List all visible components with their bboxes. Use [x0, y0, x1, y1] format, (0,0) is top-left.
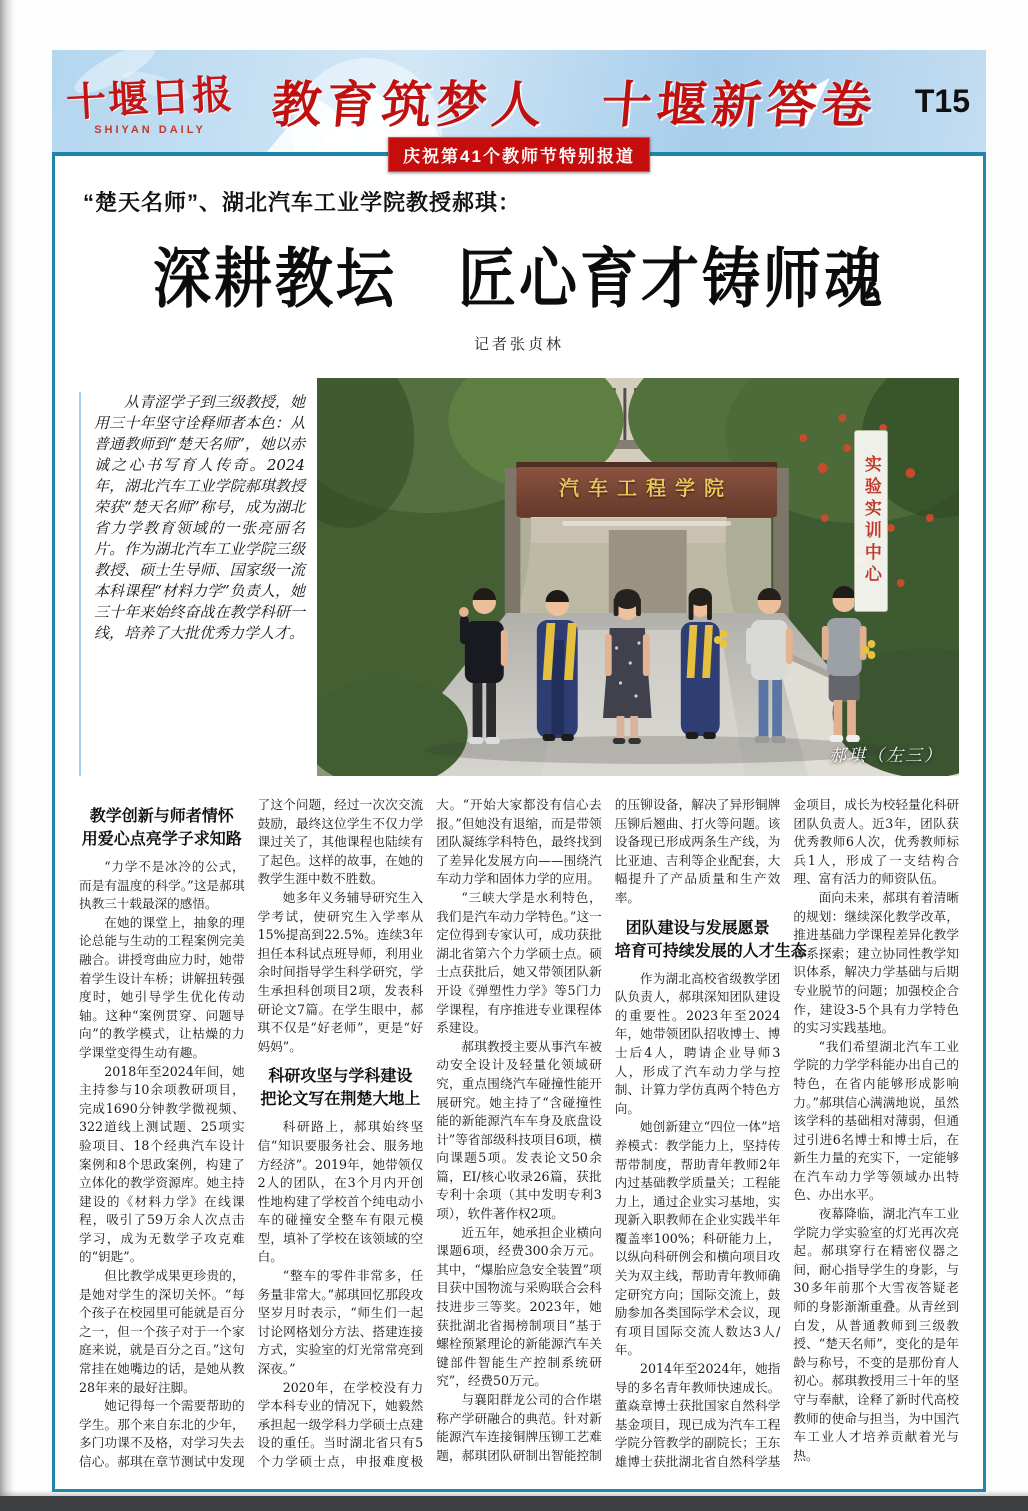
scan-bottom-bar	[0, 1496, 1028, 1511]
scan-edge	[0, 0, 14, 1511]
body-paragraph: “力学不是冰冷的公式，而是有温度的科学。”这是郝琪执教三十载最深的感悟。	[79, 859, 245, 912]
feature-row	[79, 378, 959, 776]
training-center-sign: 实验实训中心	[854, 430, 888, 612]
article-byline: 记者张贞林	[473, 335, 564, 353]
body-paragraph: 2014年至2024年，她指导的多名青年教师快速成长。董焱章博士获批国家自然科学基金项目，现已成为汽车工程学院分管教学的副院长；王东雄博士获批湖北省自然科学基金项目，成长为校轻量化科研团队负责人。近3年，团队获优秀教师6人次，优秀教师标兵1人，形成了一支结构合理、富有活力的师资队伍。	[614, 797, 959, 1469]
body-paragraph: 郝琪教授主要从事汽车被动安全设计及轻量化领域研究，重点围绕汽车碰撞性能开展研究。她主持了“含碰撞性能的新能源汽车车身及底盘设计”等省部级科技项目6项，横向课题5项。发表论文50余篇，EI/核心收录26篇，获批专利十余项（其中发明专利3项），软件著作权2项。	[436, 1038, 602, 1222]
body-paragraph: 她创新建立“四位一体”培养模式：教学能力上，坚持传帮带制度，帮助青年教师2年内过基础教学质量关；工程能力上，通过企业实习基地，实现新入职教师在企业实践半年覆盖率100%；科研能力上，以纵向科研例会和横向项目攻关为双主线，帮助青年教师确定研究方向；国际交流上，鼓励参加各类国际学术会议，现有项目国际交流人数达3人/年。	[614, 1119, 781, 1358]
gate-sign: 汽车工程学院	[559, 475, 734, 500]
body-paragraph: 但比教学成果更珍贵的，是她对学生的深切关怀。“每个孩子在校园里可能就是百分之一，但一个孩子对于一个家庭来说，就是百分之百。”这句常挂在她嘴边的话，是她从教28年来的最好注脚。	[79, 1268, 245, 1395]
body-paragraph: 2018年至2024年间，她主持参与10余项教研项目，完成1690分钟教学微视频、322道线上测试题、25项实验项目、18个经典汽车设计案例和8个思政案例，构建了立体化的教学资源库。她主持建设的《材料力学》在线课程，吸引了59万余人次点击学习，成为无数学子攻克难的“钥匙”。	[79, 1063, 245, 1265]
section-heading: 教学创新与师者情怀 用爱心点亮学子求知路	[81, 808, 242, 848]
article-headline: 深耕教坛 匠心育才铸师魂	[152, 240, 885, 317]
article-kicker: “楚天名师”、湖北汽车工业学院教授郝琪：	[83, 190, 522, 215]
body-paragraph: 她记得每一个需要帮助的学生。那个来自东北的少年，多门功课不及格，对学习失去信心。郝琪在章节测试中发现了这个问题，经过一次次交流鼓励，最终这位学生不仅力学课过关了，其他课程也陆续有了起色。这样的故事，在她的教学生涯中数不胜数。	[79, 797, 424, 1469]
body-paragraph: 近五年，她承担企业横向课题6项，经费300余万元。其中，“爆胎应急安全装置”项目获中国物流与采购联合会科技进步三等奖。2023年，她获批湖北省揭榜制项目“基于螺栓预紧理论的新能源汽车关键部件智能生产控制系统研究”，经费50万元。	[436, 1224, 602, 1389]
body-paragraph: 与襄阳群龙公司的合作堪称产学研融合的典范。针对新能源汽车连接铜牌压铆工艺难题，郝琪团队研制出智能控制的压铆设备，解决了异形铜牌压铆后翘曲、打火等问题。该设备现已形成两条生产线，为比亚迪、吉利等企业配套，大幅提升了产品质量和生产效率。	[436, 797, 781, 1463]
article-intro: 从青涩学子到三级教授，她用三十年坚守诠释师者本色：从普通教师到“楚天名师”，她以赤诚之心书写育人传奇。2024年，湖北汽车工业学院郝琪教授荣获“楚天名师”称号，成为湖北省力学教育领域的一张亮丽名片。作为湖北汽车工业学院三级教授、硕士生导师、国家级一流本科课程“材料力学”负责人，她三十年来始终奋战在教学科研一线，培养了大批优秀力学人才。	[79, 392, 305, 776]
edition-banner-title: 教育筑梦人 十堰新答卷	[269, 75, 880, 134]
body-paragraph: 她多年义务辅导研究生入学考试，使研究生入学率从15%提高到22.5%。连续3年担任本科试点班导师，利用业余时间指导学生科学研究，学生承担科创项目2项，发表科研论文7篇。在学生眼中，郝琪不仅是“好老师”，更是“好妈妈”。	[257, 889, 424, 1054]
body-paragraph: 科研路上，郝琪始终坚信“知识要服务社会、服务地方经济”。2019年，她带领仅2人的团队，在3个月内开创性地构建了学校首个纯电动小车的碰撞安全整车有限元模型，填补了学校在该领域的空白。	[257, 1119, 424, 1265]
body-paragraph: 在她的课堂上，抽象的理论总能与生动的工程案例完美融合。讲授弯曲应力时，她带着学生设计车桥；讲解扭转强度时，她引导学生优化传动轴。这种“案例贯穿、问题导向”的教学模式，让枯燥的力学课堂变得生动有趣。	[79, 914, 245, 1060]
celebration-ribbon: 庆祝第41个教师节特别报道	[388, 137, 650, 172]
masthead-logo	[66, 67, 234, 136]
body-paragraph: “我们希望湖北汽车工业学院的力学学科能办出自己的特色，在省内能够形成影响力。”郝琪信心满满地说，虽然该学科的基础相对薄弱，但通过引进6名博士和博士后，在新生力量的充实下，一定能够在汽车动力学等领域办出特色、办出水平。	[793, 1038, 959, 1203]
page-number: T15	[914, 82, 970, 119]
body-paragraph: 作为湖北高校省级教学团队负责人，郝琪深知团队建设的重要性。2023年至2024年，她带领团队招收博士、博士后4人，聘请企业导师3人，形成了汽车动力学与控制、计算力学仿真两个特色方向。	[614, 970, 781, 1116]
body-paragraph: “整车的零件非常多，任务量非常大。”郝琪回忆那段攻坚岁月时表示，“师生们一起讨论网格划分方法、搭建连接方式，实验室的灯光常常亮到深夜。”	[257, 1268, 424, 1377]
article-frame	[52, 147, 986, 1492]
body-paragraph: 面向未来，郝琪有着清晰的规划：继续深化教学改革，推进基础力学课程差异化教学体系探索；建立协同性教学知识体系，解决力学基础与后期专业脱节的问题；加强校企合作，建设3-5个具有力学特色的实习实践基地。	[793, 889, 959, 1036]
body-paragraph: “三峡大学是水利特色，我们是汽车动力学特色。”这一定位得到专家认可，成功获批湖北省第六个力学硕士点。硕士点获批后，她又带领团队新开设《弹塑性力学》等5门力学课程，有序推进专业课程体系建设。	[436, 889, 602, 1036]
section-heading: 科研攻坚与学科建设 把论文写在荆楚大地上	[260, 1068, 421, 1109]
article-body	[79, 796, 959, 1500]
newspaper-name-en: SHIYAN DAILY	[94, 123, 206, 136]
body-paragraph: 2020年，在学校没有力学本科专业的情况下，她毅然承担起一级学科力学硕士点建设的重任。当时湖北省只有5个力学硕士点，申报难度极大。“开始大家都没有信心去报。”但她没有退缩，而是带领团队凝练学科特色，最终找到了差异化发展方向——围绕汽车动力学和固体力学的应用。	[257, 797, 602, 1469]
feature-photo	[317, 378, 959, 776]
newspaper-name: 十堰日报	[65, 70, 236, 126]
section-heading: 团队建设与发展愿景 培育可持续发展的人才生态	[614, 919, 807, 960]
body-paragraph: 夜幕降临，湖北汽车工业学院力学实验室的灯光再次亮起。郝琪穿行在精密仪器之间，耐心指导学生的身影，与30多年前那个大雪夜答疑老师的身影渐渐重叠。从青丝到白发，从普通教师到三级教授、“楚天名师”，变化的是年龄与称号，不变的是那份育人初心。郝琪教授用三十年的坚守与奉献，诠释了新时代高校教师的使命与担当，为中国汽车工业人才培养贡献着光与热。	[793, 1206, 959, 1463]
photo-caption: 郝琪（左三）	[829, 746, 943, 766]
